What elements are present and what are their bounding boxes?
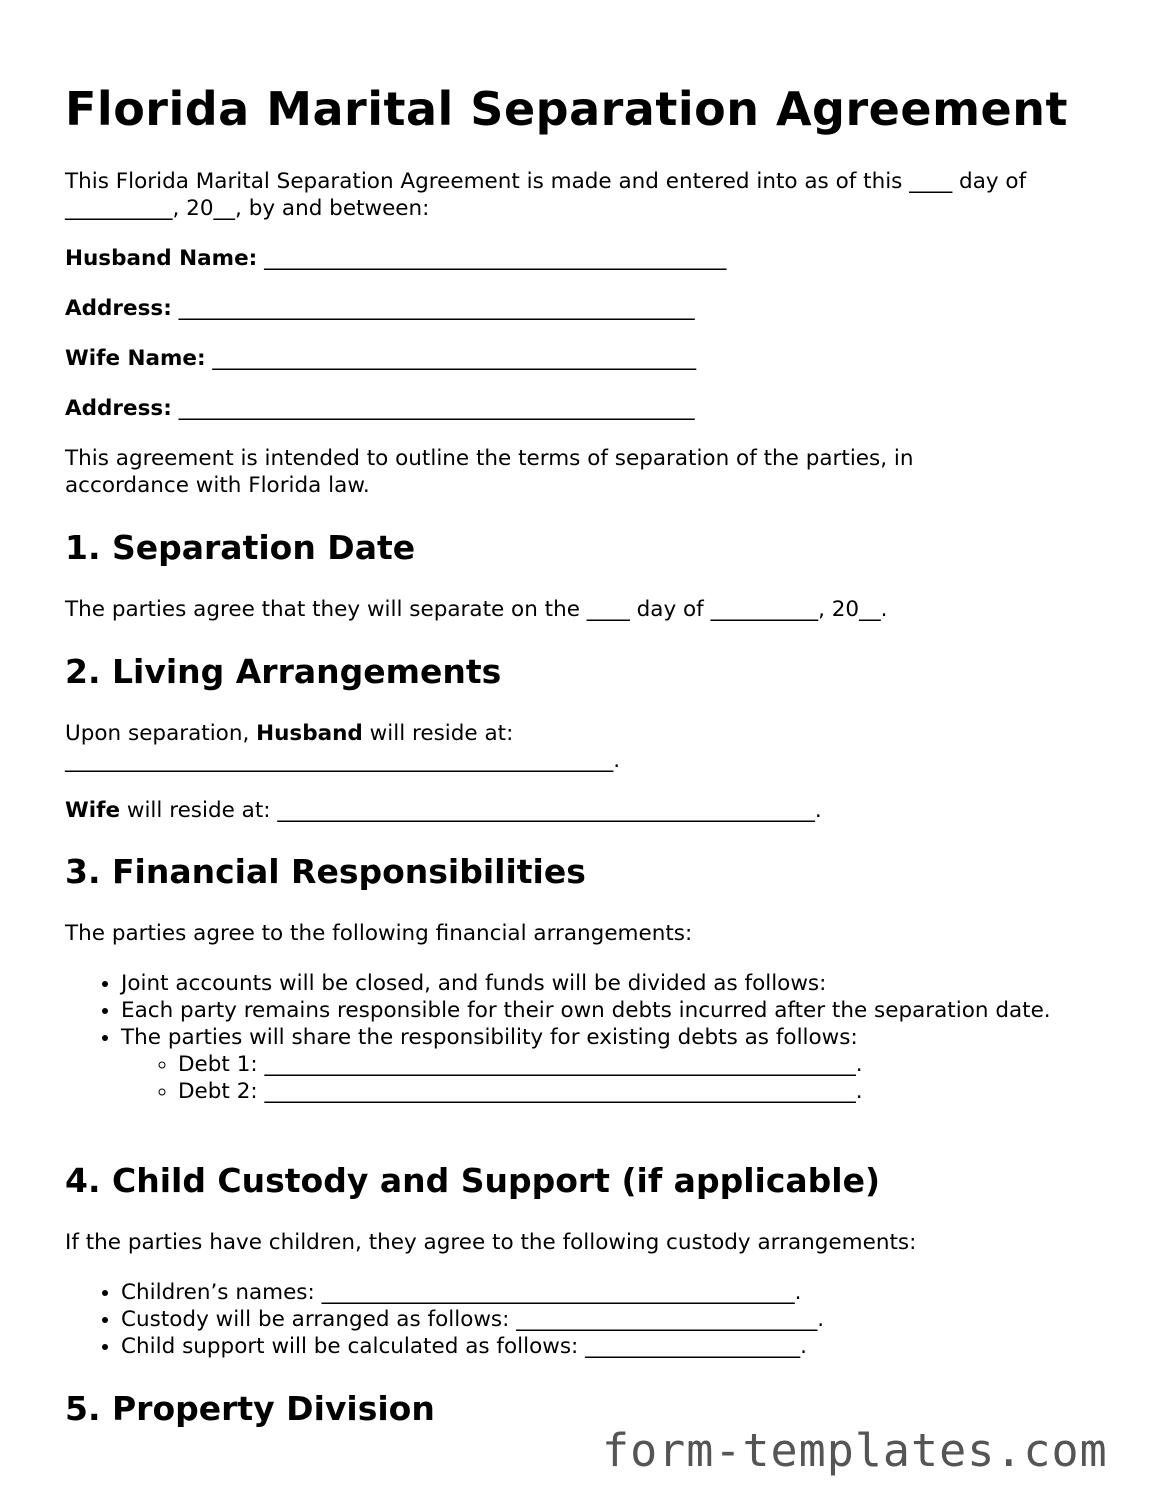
wife-name-field xyxy=(65,345,696,372)
list-item: • Child support will be calculated as follows: ____________________. xyxy=(121,1333,1111,1360)
purpose-paragraph: This agreement is intended to outline the terms of separation of the parties, in accordance with Florida law. xyxy=(65,446,921,498)
wife-name-label: Wife Name: xyxy=(65,346,206,371)
husband-name-field xyxy=(65,245,726,272)
sublist-item: ◦ Debt 2: _______________________________________________________. xyxy=(178,1078,1111,1105)
custody-list xyxy=(65,1279,1111,1360)
section-4-heading: 4. Child Custody and Support (if applicable) xyxy=(65,1161,881,1200)
husband-residence-bold: Husband xyxy=(256,721,363,746)
document-title: Florida Marital Separation Agreement xyxy=(65,82,1068,136)
separation-date-text: The parties agree that they will separate on the ____ day of __________, 20__. xyxy=(65,597,888,622)
husband-address-label: Address: xyxy=(65,296,172,321)
wife-residence-text xyxy=(65,797,822,824)
husband-name-blank: ___________________________________________ xyxy=(257,246,727,271)
list-item: • Joint accounts will be closed, and funds will be divided as follows: xyxy=(121,970,1111,997)
custody-intro: If the parties have children, they agree to the following custody arrangements: xyxy=(65,1230,917,1255)
list-item: • Each party remains responsible for their own debts incurred after the separation date. xyxy=(121,997,1111,1024)
husband-residence-text xyxy=(65,720,513,747)
watermark: form-templates.com xyxy=(602,1424,1108,1477)
wife-address-label: Address: xyxy=(65,396,172,421)
section-5-heading: 5. Property Division xyxy=(65,1389,435,1428)
section-2-heading: 2. Living Arrangements xyxy=(65,652,502,691)
section-3-heading: 3. Financial Responsibilities xyxy=(65,852,586,891)
list-item: • Children’s names: ____________________________________________. xyxy=(121,1279,1111,1306)
husband-name-label: Husband Name: xyxy=(65,246,258,271)
list-item: • Custody will be arranged as follows: ____________________________. xyxy=(121,1306,1111,1333)
intro-paragraph: This Florida Marital Separation Agreement is made and entered into as of this ____ day of __________, 20__, by and between: xyxy=(65,169,1033,221)
husband-address-blank: ________________________________________________ xyxy=(171,296,695,321)
husband-address-field xyxy=(65,295,695,322)
financial-list xyxy=(65,970,1111,1105)
list-item-text: The parties will share the responsibility for existing debts as follows: xyxy=(121,1025,858,1050)
section-1-heading: 1. Separation Date xyxy=(65,528,416,567)
debts-sublist xyxy=(121,1051,1111,1105)
husband-residence-pre: Upon separation, xyxy=(65,721,257,746)
sublist-item: ◦ Debt 1: _______________________________________________________. xyxy=(178,1051,1111,1078)
financial-intro: The parties agree to the following financial arrangements: xyxy=(65,921,693,946)
husband-residence-post: will reside at: xyxy=(362,721,514,746)
wife-address-field xyxy=(65,395,695,422)
list-item xyxy=(121,1024,1111,1105)
husband-residence-line: ___________________________________________________. xyxy=(65,748,621,773)
wife-residence-post: will reside at: __________________________________________________. xyxy=(120,798,822,823)
wife-residence-bold: Wife xyxy=(65,798,121,823)
wife-address-blank: ________________________________________________ xyxy=(171,396,695,421)
wife-name-blank: _____________________________________________ xyxy=(205,346,697,371)
